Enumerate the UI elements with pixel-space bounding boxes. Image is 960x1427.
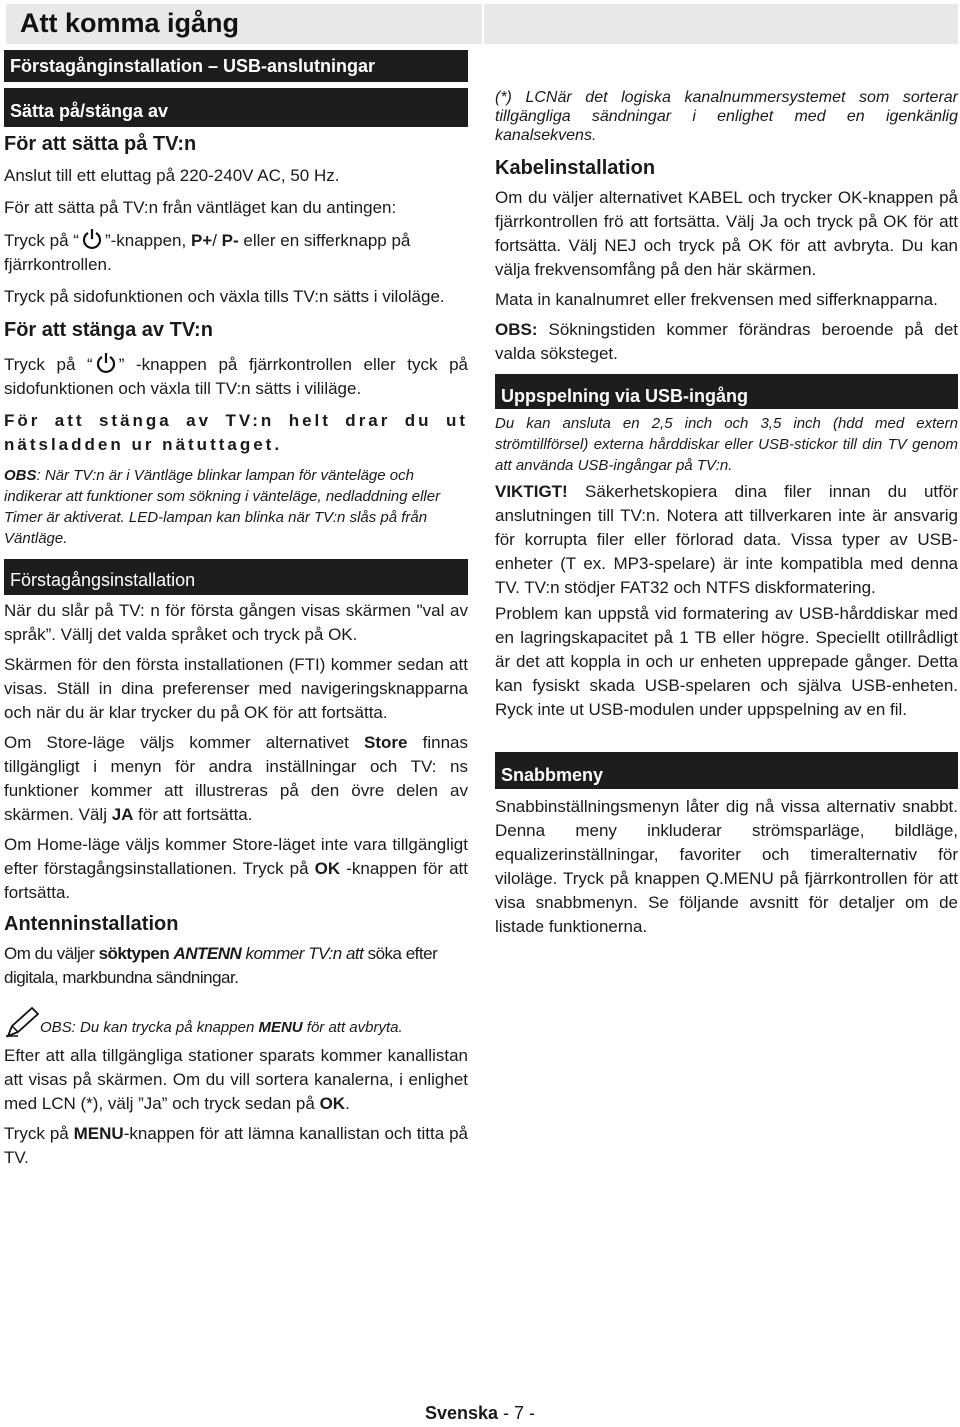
- turn-on-p3: Tryck på “ ”-knappen, P+/ P- eller en sifferknapp på fjärrkontrollen.: [4, 228, 468, 277]
- left-column: [4, 50, 468, 1170]
- section-bar-power: Sätta på/stänga av: [4, 91, 468, 127]
- section-bar-first-install-usb: Förstagånginstallation – USB-anslutningar: [4, 50, 468, 82]
- first-install-p2: Skärmen för den första installationen (FTI) kommer sedan att visas. Ställ in dina preferenser med navigeringsknapparna och när du är klar trycker du på OK för att fortsätta.: [4, 655, 468, 722]
- turn-off-heading: För att stänga av TV:n: [4, 319, 213, 341]
- turn-on-p2: För att sätta på TV:n från väntläget kan du antingen:: [4, 198, 397, 217]
- cable-heading: Kabelinstallation: [495, 157, 656, 179]
- page-title: Att komma igång: [20, 8, 240, 38]
- first-install-p4: Om Home-läge väljs kommer Store-läget inte vara tillgängligt efter förstagångsinstallationen. Tryck på OK -knappen för att fortsätta.: [4, 835, 468, 902]
- lcn-note: (*) LCNär det logiska kanalnummersystemet som sorterar tillgängliga sändningar i enlighet med en igenkänlig kanalsekvens.: [495, 89, 958, 144]
- antenna-p3: Tryck på MENU-knappen för att lämna kanallistan och titta på TV.: [4, 1124, 468, 1167]
- pencil-note-icon: [4, 1006, 40, 1038]
- power-icon: [81, 228, 103, 250]
- cable-p2: Mata in kanalnumret eller frekvensen med sifferknapparna.: [495, 290, 938, 309]
- antenna-heading: Antenninstallation: [4, 913, 179, 935]
- antenna-p2: Efter att alla tillgängliga stationer sparats kommer kanallistan att visas på skärmen. Om du vill sortera kanalerna, i enlighet med LCN (*), välj ”Ja” och tryck sedan på OK.: [4, 1046, 468, 1113]
- page-footer: [0, 1403, 960, 1424]
- cable-obs: OBS: Sökningstiden kommer förändras beroende på det valda söksteget.: [495, 320, 958, 363]
- power-icon: [95, 352, 117, 374]
- first-install-p3: Om Store-läge väljs kommer alternativet Store finnas tillgängligt i menyn för andra inställningar och TV: ns funktioner kommer att illustreras på den övre delen av skärmen. Välj JA för att fortsätta.: [4, 733, 468, 824]
- footer-page-number: - 7 -: [498, 1403, 536, 1423]
- cable-p1: Om du väljer alternativet KABEL och trycker OK-knappen på fjärrkontrollen frö att fortsätta. Välj Ja och tryck på OK för att fortsätta. Välj NEJ och tryck på OK för att avbryta. Du kan välja frekvensomfång på den här skärmen.: [495, 188, 958, 279]
- title-divider: [482, 4, 484, 44]
- section-bar-quick-menu: Snabbmeny: [495, 755, 958, 789]
- turn-off-p2: För att stänga av TV:n helt drar du ut nätsladden ur nätuttaget.: [4, 411, 468, 454]
- obs-standby-note: OBS: När TV:n är i Väntläge blinkar lampan för vänteläge och indikerar att funktioner som sökning i vänteläge, nedladdning eller Timer är aktiverat. LED-lampan kan blinka när TV:n slås på från Väntläge.: [4, 467, 441, 547]
- section-bar-first-time-install: Förstagångsinstallation: [4, 559, 468, 595]
- usb-p2: Problem kan uppstå vid formatering av USB-hårddiskar med en lagringskapacitet på 1 TB eller högre. Speciellt otillrådligt är det att koppla in och ur enheten upprepade gånger. Detta kan fysiskt skada USB-spelaren och själva USB-enheten. Ryck inte ut USB-modulen under uppspelning av en fil.: [495, 604, 958, 719]
- turn-on-heading: För att sätta på TV:n: [4, 133, 197, 155]
- obs-menu-note-row: [4, 1006, 468, 1040]
- usb-intro: Du kan ansluta en 2,5 inch och 3,5 inch (hdd med extern strömtillförsel) externa hårddiskar eller USB-stickor till din TV genom att använda USB-ingångar på TV:n.: [495, 415, 958, 474]
- right-column: [495, 88, 958, 939]
- footer-language: Svenska: [424, 1403, 499, 1423]
- obs-menu-note: OBS: Du kan trycka på knappen MENU för att avbryta.: [40, 1019, 403, 1036]
- page-title-bar: [6, 4, 958, 44]
- antenna-p1: Om du väljer söktypen ANTENN kommer TV:n att söka efter digitala, markbundna sändningar.: [4, 944, 438, 987]
- turn-on-p4: Tryck på sidofunktionen och växla tills TV:n sätts i viloläge.: [4, 287, 445, 306]
- turn-on-p1: Anslut till ett eluttag på 220-240V AC, 50 Hz.: [4, 166, 340, 185]
- turn-off-p1: Tryck på “ ” -knappen på fjärrkontrollen eller tyck på sidofunktionen och växla till TV:n sätts i vililäge.: [4, 352, 468, 401]
- first-install-p1: När du slår på TV: n för första gången visas skärmen "val av språk”. Vällj det valda språket och tryck på OK.: [4, 601, 468, 644]
- section-bar-usb-playback: Uppspelning via USB-ingång: [495, 377, 958, 409]
- quick-menu-p1: Snabbinställningsmenyn låter dig nå vissa alternativ snabbt. Denna meny inkluderar strömsparläge, bildläge, equalizerinställningar, favoriter och timeralternativ för viloläge. Tryck på knappen Q.MENU på fjärrkontrollen för att visa snabbmenyn. Se följande avsnitt för detaljer om de listade funktionerna.: [495, 797, 958, 936]
- usb-warning: VIKTIGT! Säkerhetskopiera dina filer innan du utför anslutningen till TV:n. Notera att tillverkaren inte är ansvarig för korrupta filer eller förlorad data. Vissa typer av USB-enheter (T ex. MP3-spelare) är inte kompatibla med denna TV. TV:n stödjer FAT32 och NTFS diskformatering.: [495, 482, 958, 597]
